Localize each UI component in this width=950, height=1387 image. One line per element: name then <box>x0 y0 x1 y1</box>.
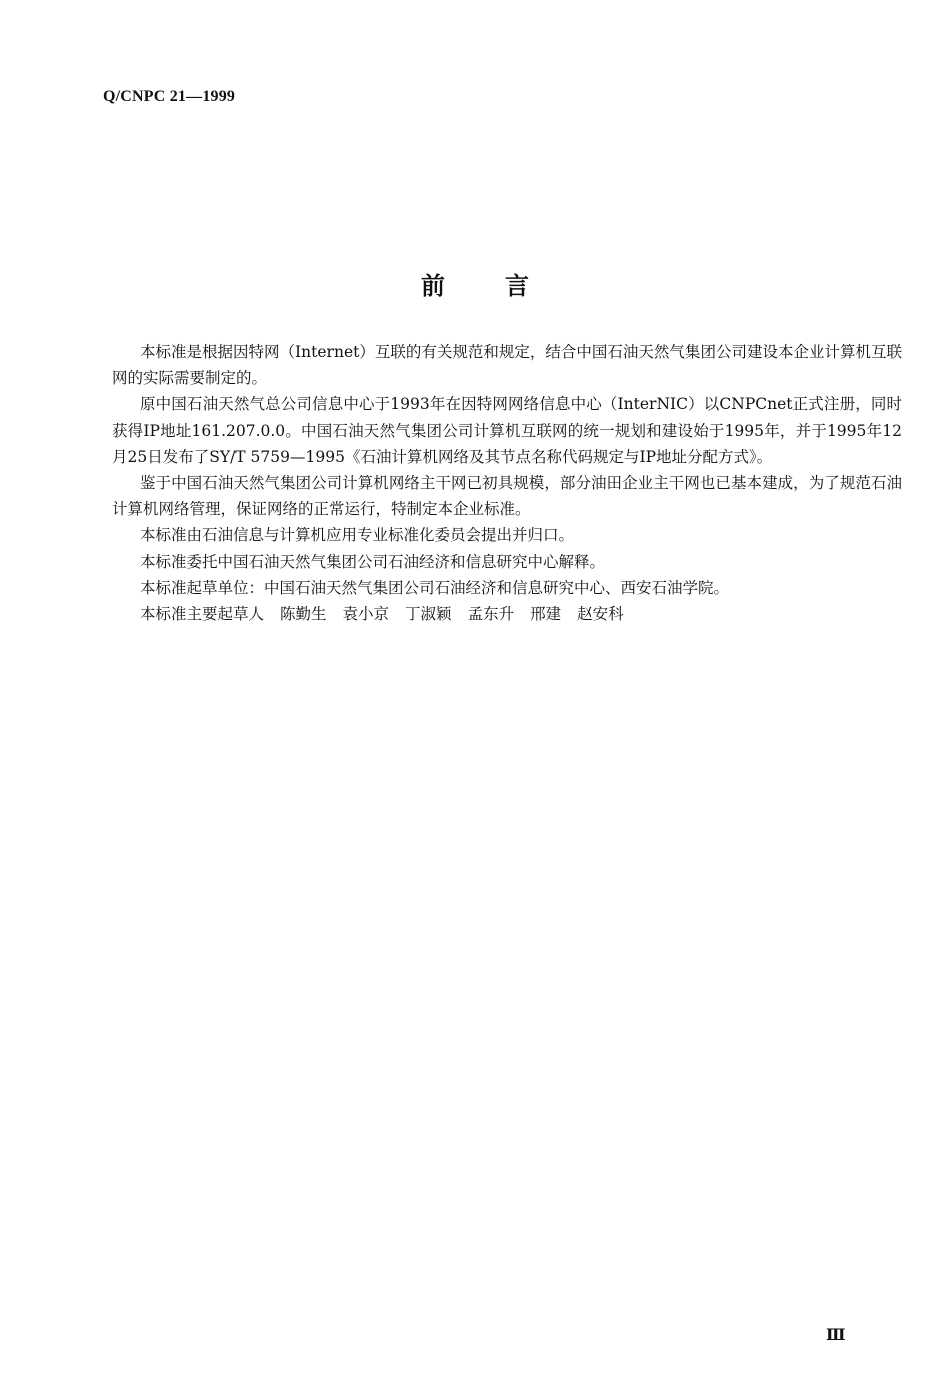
drafter-name: 赵安科 <box>577 605 624 624</box>
standard-code: Q/CNPC 21—1999 <box>103 88 236 105</box>
paragraph-5: 本标准委托中国石油天然气集团公司石油经济和信息研究中心解释。 <box>140 552 606 571</box>
page-title: 前言 <box>421 272 589 300</box>
drafter-name: 陈勤生 <box>280 605 327 624</box>
drafter-name: 丁淑颖 <box>405 605 452 624</box>
drafter-name: 袁小京 <box>342 605 390 624</box>
drafter-name: 孟东升 <box>467 605 515 624</box>
drafters-line <box>112 601 902 627</box>
paragraph-1: 本标准是根据因特网（Internet）互联的有关规范和规定，结合中国石油天然气集团公司建设本企业计算机互联网的实际需要制定的。 <box>112 343 902 388</box>
drafter-name: 邢建 <box>530 605 562 624</box>
foreword-body <box>112 339 902 627</box>
drafters-label: 本标准主要起草人 <box>140 605 265 624</box>
paragraph-2: 原中国石油天然气总公司信息中心于1993年在因特网网络信息中心（InterNIC）以CNPCnet正式注册，同时获得IP地址161.207.0.0。中国石油天然气集团公司计算机互联网的统一规划和建设始于1995年，并于1995年12月25日发布了SY/T 5759—1995《石油计算机网络及其节点名称代码规定与IP地址分配方式》。 <box>112 395 902 466</box>
paragraph-6: 本标准起草单位：中国石油天然气集团公司石油经济和信息研究中心、西安石油学院。 <box>140 578 730 597</box>
page-number: Ⅲ <box>826 1327 846 1344</box>
paragraph-4: 本标准由石油信息与计算机应用专业标准化委员会提出并归口。 <box>140 526 575 545</box>
paragraph-3: 鉴于中国石油天然气集团公司计算机网络主干网已初具规模，部分油田企业主干网也已基本建成，为了规范石油计算机网络管理，保证网络的正常运行，特制定本企业标准。 <box>112 474 902 519</box>
